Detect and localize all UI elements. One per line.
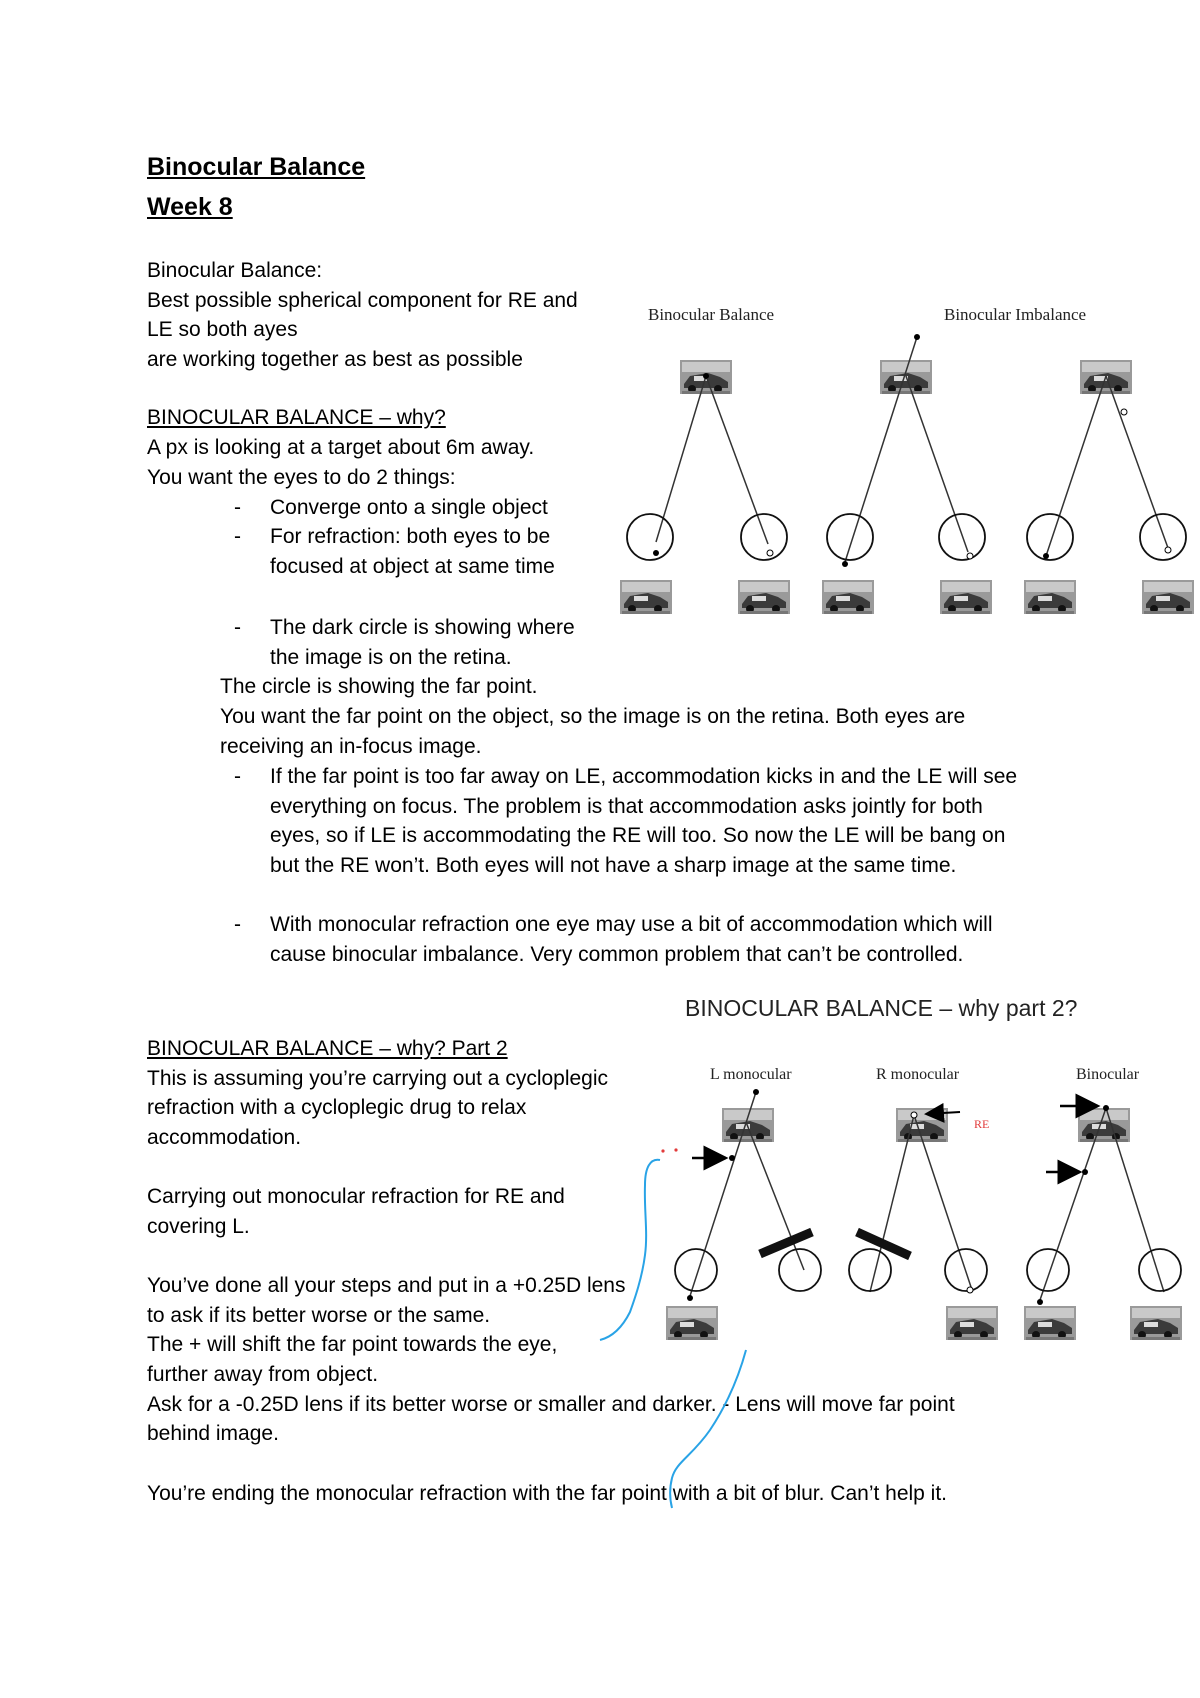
blue-pen-stroke: [600, 1160, 660, 1340]
figure2-l-monocular-diagram: [666, 1089, 821, 1340]
figure2-label-r-monocular: R monocular: [876, 1066, 960, 1083]
bullet-text: For refraction: both eyes to be: [270, 525, 551, 548]
figure2-binocular-diagram: [1024, 1105, 1182, 1340]
intro-label: Binocular Balance:: [147, 259, 323, 282]
bullet-dash: -: [234, 616, 241, 639]
section2-line: accommodation.: [147, 1126, 302, 1149]
section2-line: You’re ending the monocular refraction with the far point with a bit of blur. Can’t help it.: [147, 1482, 948, 1505]
bullet-text: If the far point is too far away on LE, accommodation kicks in and the LE will see: [270, 765, 1018, 788]
bullet-text: focused at object at same time: [270, 555, 555, 578]
bullet-text: everything on focus. The problem is that accommodation asks jointly for both: [270, 795, 983, 818]
figure1-balance-diagram: [620, 360, 790, 614]
intro-line: LE so both ayes: [147, 318, 298, 341]
bullet-dash: -: [234, 913, 241, 936]
blue-pen-stroke: [670, 1350, 746, 1508]
figure2-label-binocular: Binocular: [1076, 1066, 1140, 1083]
figure1-label-balance: Binocular Balance: [648, 305, 775, 324]
figure2-r-monocular-diagram: [849, 1108, 998, 1340]
figure1-label-imbalance: Binocular Imbalance: [944, 305, 1087, 324]
intro-line: Best possible spherical component for RE and: [147, 289, 578, 312]
section2-line: behind image.: [147, 1422, 279, 1445]
section1-heading: BINOCULAR BALANCE – why?: [147, 406, 446, 429]
bullet-text: the image is on the retina.: [270, 646, 512, 669]
red-pen-dot: [661, 1149, 664, 1152]
red-pen-dot: [674, 1148, 677, 1151]
bullet-text: eyes, so if LE is accommodating the RE will too. So now the LE will be bang on: [270, 824, 1006, 847]
bullet-dash: -: [234, 525, 241, 548]
section1-line: A px is looking at a target about 6m away.: [147, 436, 535, 459]
bullet-text: cause binocular imbalance. Very common problem that can’t be controlled.: [270, 943, 964, 966]
bullet-dash: -: [234, 496, 241, 519]
section2-line: Carrying out monocular refraction for RE and: [147, 1185, 565, 1208]
bullet-text: The dark circle is showing where: [270, 616, 575, 639]
bullet-text: With monocular refraction one eye may use a bit of accommodation which will: [270, 913, 993, 936]
bullet-text: Converge onto a single object: [270, 496, 548, 519]
figure1-imbalance-diagram-left: [822, 334, 992, 614]
section2-line: further away from object.: [147, 1363, 379, 1386]
section2-line: to ask if its better worse or the same.: [147, 1304, 491, 1327]
bullet-text: but the RE won’t. Both eyes will not have a sharp image at the same time.: [270, 854, 957, 877]
section2-line: Ask for a -0.25D lens if its better worse or smaller and darker. - Lens will move far point: [147, 1393, 955, 1416]
figure2-heading: BINOCULAR BALANCE – why part 2?: [685, 995, 1078, 1021]
section2-line: You’ve done all your steps and put in a +0.25D lens: [147, 1274, 626, 1297]
section2-line: This is assuming you’re carrying out a cycloplegic: [147, 1067, 609, 1090]
page-title: Binocular Balance: [147, 153, 366, 181]
section1-line: You want the eyes to do 2 things:: [147, 466, 456, 489]
section1-para: receiving an in-focus image.: [220, 735, 482, 758]
section1-para: You want the far point on the object, so the image is on the retina. Both eyes are: [220, 705, 966, 728]
red-handwritten-note: RE: [974, 1117, 990, 1131]
intro-line: are working together as best as possible: [147, 348, 523, 371]
section2-line: covering L.: [147, 1215, 250, 1238]
bullet-dash: -: [234, 765, 241, 788]
section1-para: The circle is showing the far point.: [220, 675, 538, 698]
page-subtitle-week: Week 8: [147, 193, 233, 221]
figure2-label-l-monocular: L monocular: [710, 1066, 792, 1083]
section2-line: The + will shift the far point towards the eye,: [147, 1333, 558, 1356]
section2-heading: BINOCULAR BALANCE – why? Part 2: [147, 1037, 508, 1060]
figure1-imbalance-diagram-right: [1024, 360, 1194, 614]
section2-line: refraction with a cycloplegic drug to relax: [147, 1096, 527, 1119]
